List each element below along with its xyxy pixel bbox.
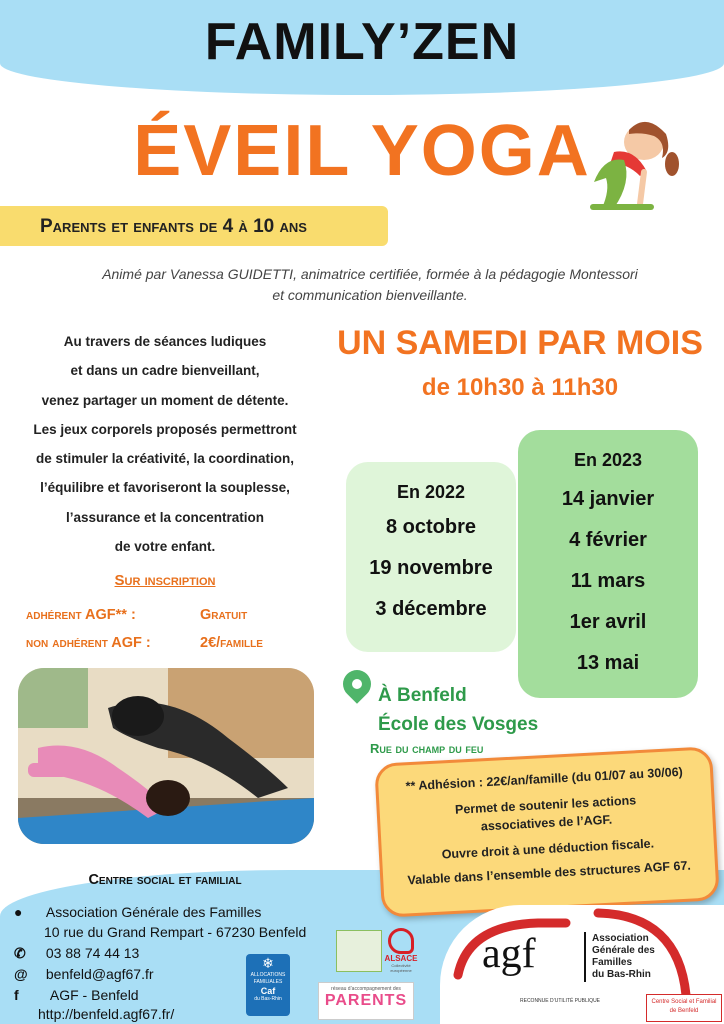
- agf-divider: [584, 932, 586, 982]
- snowflake-icon: ❄: [262, 955, 274, 971]
- audience-text: Parents et enfants de 4 à 10 ans: [40, 216, 307, 237]
- agf-name-line: Familles: [592, 957, 633, 968]
- dates-2023-card: [518, 430, 698, 698]
- caf-text: FAMILIALES: [253, 979, 283, 985]
- contact-phone[interactable]: 03 88 74 44 13: [45, 945, 140, 961]
- membership-benefit: Permet de soutenir les actions: [454, 793, 637, 817]
- agf-badge-line: de Benfeld: [669, 1008, 699, 1014]
- date-item: 1er avril: [569, 611, 647, 633]
- registration-title: Sur inscription: [114, 572, 216, 589]
- date-item: 11 mars: [570, 570, 646, 592]
- agf-name: [592, 933, 655, 981]
- animator-line: et communication bienveillante.: [272, 287, 468, 303]
- date-item: 8 octobre: [385, 516, 477, 538]
- location-street: Rue du champ du feu: [370, 741, 484, 756]
- activity-description: [20, 327, 310, 561]
- date-item: 19 novembre: [369, 557, 493, 579]
- date-item: 13 mai: [576, 652, 640, 674]
- description-line: Au travers de séances ludiques: [63, 334, 267, 349]
- description-line: Les jeux corporels proposés permettront: [33, 421, 297, 437]
- agf-badge-line: Centre Social et Familial: [651, 999, 717, 1005]
- membership-benefit: associatives de l’AGF.: [480, 812, 613, 834]
- caf-text: ALLOCATIONS: [250, 972, 286, 978]
- date-item: 3 décembre: [375, 598, 487, 620]
- centre-title: Centre social et familial: [88, 872, 242, 888]
- contact-org: Association Générale des Familles: [45, 904, 262, 920]
- dates-list: [518, 479, 698, 684]
- description-line: et dans un cadre bienveillant,: [70, 363, 260, 379]
- alsace-emblem-icon: [388, 928, 414, 954]
- schedule-hours: de 10h30 à 11h30: [421, 374, 619, 401]
- communaute-communes-logo: [336, 930, 382, 972]
- contact-email[interactable]: benfeld@agf67.fr: [45, 966, 154, 982]
- date-item: 14 janvier: [561, 488, 655, 510]
- member-label: adhérent AGF** :: [26, 607, 136, 623]
- yoga-girl-illustration: [584, 112, 684, 216]
- agf-centre-badge: [646, 994, 722, 1022]
- nonmember-price: 2€/famille: [200, 635, 263, 651]
- contact-email-row: [14, 966, 154, 982]
- location-pin-icon: ●: [14, 904, 23, 920]
- year-label: En 2023: [573, 450, 643, 470]
- description-line: l’assurance et la concentration: [65, 509, 265, 525]
- yoga-photo-illustration: [18, 668, 314, 844]
- description-line: de votre enfant.: [114, 539, 216, 555]
- membership-tax-note: Ouvre droit à une déduction fiscale.: [441, 836, 655, 862]
- phone-icon: ✆: [14, 945, 26, 961]
- animator-line: Animé par Vanessa GUIDETTI, animatrice certifiée, formée à la pédagogie Montessori: [102, 266, 638, 282]
- alsace-subtext: Collectivité européenne: [390, 963, 412, 973]
- caf-text: du Bas-Rhin: [254, 996, 282, 1002]
- membership-scope: Valable dans l’ensemble des structures AGF 67.: [407, 858, 692, 888]
- contact-website[interactable]: http://benfeld.agf67.fr/: [38, 1006, 175, 1022]
- year-label: En 2022: [396, 482, 466, 502]
- alsace-text: ALSACE: [384, 954, 418, 963]
- agf-name-line: Générale des: [592, 945, 655, 956]
- brand-title: FAMILY’ZEN: [204, 13, 520, 71]
- parents-network-logo: [318, 982, 414, 1020]
- membership-fee: ** Adhésion : 22€/an/famille (du 01/07 au 30/06): [405, 764, 684, 794]
- at-icon: @: [14, 966, 28, 982]
- contact-facebook[interactable]: AGF - Benfeld: [49, 987, 139, 1003]
- alsace-logo: [384, 928, 418, 972]
- nonmember-label: non adhérent AGF :: [26, 635, 151, 651]
- caf-text: Caf: [260, 986, 276, 996]
- membership-info-box: [374, 746, 720, 917]
- contact-org-row: [14, 904, 261, 920]
- description-line: venez partager un moment de détente.: [41, 392, 289, 408]
- contact-address[interactable]: 10 rue du Grand Rempart - 67230 Benfeld: [44, 924, 307, 940]
- contact-facebook-row: [14, 987, 139, 1003]
- member-price: Gratuit: [200, 607, 248, 623]
- description-line: de stimuler la créativité, la coordination,: [35, 451, 295, 467]
- dates-list: [346, 507, 516, 630]
- description-line: l’équilibre et favoriseront la souplesse,: [40, 480, 290, 496]
- dates-2022-card: [346, 462, 516, 652]
- parents-network-caption: réseau d’accompagnement des: [331, 986, 401, 992]
- agf-name-line: Association: [592, 933, 649, 944]
- animator-note: [60, 264, 680, 306]
- contact-phone-row: [14, 945, 139, 962]
- agf-logo-text: agf: [482, 931, 536, 977]
- location-pin-icon: [337, 664, 377, 704]
- location-city: À Benfeld: [378, 685, 467, 706]
- caf-logo: [246, 954, 290, 1016]
- location-venue: École des Vosges: [378, 714, 539, 735]
- facebook-icon: f: [14, 987, 19, 1003]
- page-title: ÉVEIL YOGA: [133, 111, 591, 191]
- parents-network-name: PARENTS: [324, 992, 408, 1009]
- date-item: 4 février: [569, 529, 647, 551]
- yoga-photo: [18, 668, 314, 844]
- schedule-frequency: UN SAMEDI PAR MOIS: [337, 324, 703, 362]
- agf-tagline: RECONNUE D’UTILITÉ PUBLIQUE: [520, 998, 601, 1004]
- agf-name-line: du Bas-Rhin: [592, 969, 651, 980]
